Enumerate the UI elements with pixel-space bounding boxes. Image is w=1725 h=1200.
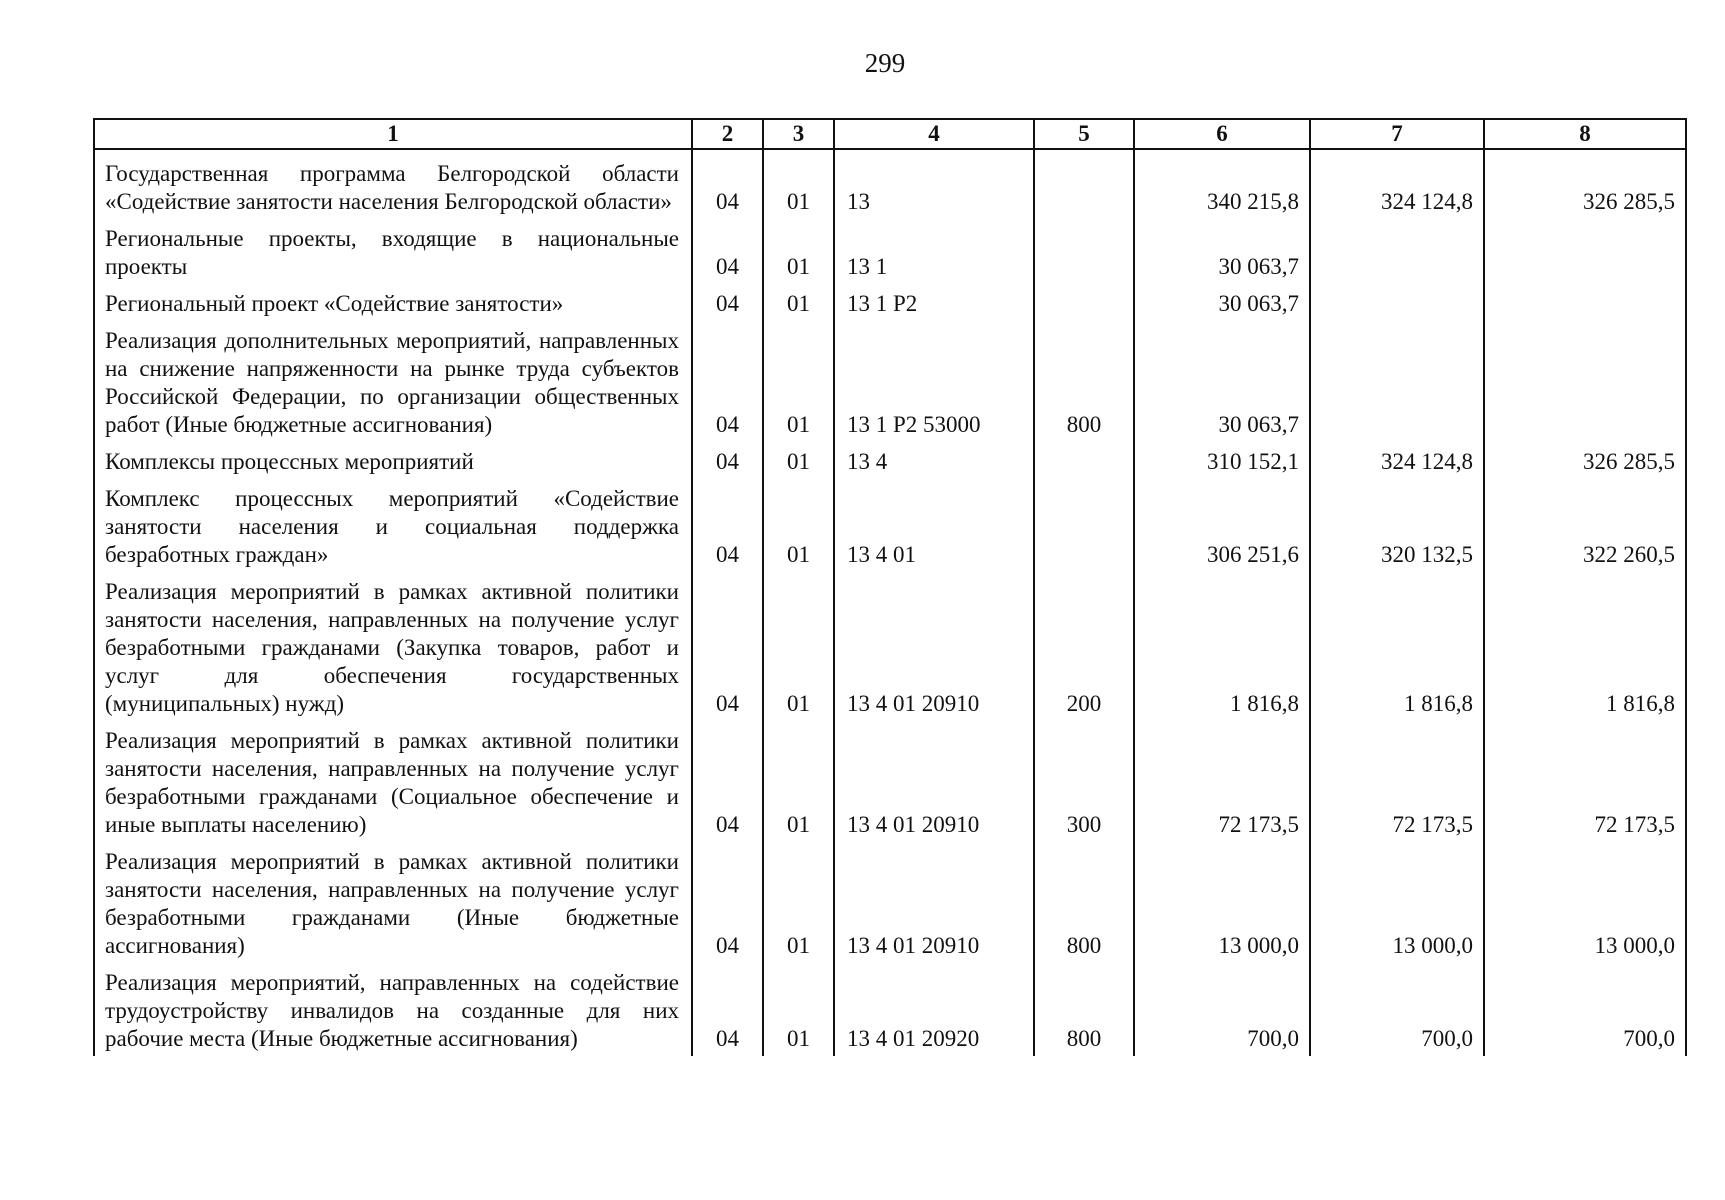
header-col-4: 4	[834, 119, 1034, 149]
budget-table	[93, 118, 1687, 1056]
table-row	[94, 321, 1686, 442]
row-amount-col8: 322 260,5	[1484, 479, 1686, 572]
row-target-code: 13 4 01	[834, 479, 1034, 572]
row-target-code: 13 4 01 20910	[834, 842, 1034, 963]
budget-table-container	[93, 118, 1685, 1056]
row-expense-type: 800	[1034, 963, 1134, 1056]
row-amount-col6: 306 251,6	[1134, 479, 1310, 572]
row-amount-col7	[1310, 284, 1484, 321]
table-row	[94, 442, 1686, 479]
table-row	[94, 842, 1686, 963]
row-section: 04	[692, 149, 763, 219]
row-subsection: 01	[763, 321, 834, 442]
table-header-row	[94, 119, 1686, 149]
row-amount-col7: 72 173,5	[1310, 721, 1484, 842]
row-target-code: 13 1 Р2	[834, 284, 1034, 321]
row-target-code: 13 1 Р2 53000	[834, 321, 1034, 442]
row-section: 04	[692, 572, 763, 721]
table-row	[94, 572, 1686, 721]
row-subsection: 01	[763, 842, 834, 963]
row-expense-type: 800	[1034, 842, 1134, 963]
table-row	[94, 284, 1686, 321]
row-name: Реализация дополнительных мероприятий, направленных на снижение напряженности на рынке труда субъектов Российской Федерации, по организации общественных работ (Иные бюджетные ассигнования)	[94, 321, 692, 442]
row-target-code: 13 4 01 20910	[834, 721, 1034, 842]
header-col-6: 6	[1134, 119, 1310, 149]
row-amount-col7: 700,0	[1310, 963, 1484, 1056]
row-subsection: 01	[763, 219, 834, 284]
row-expense-type: 300	[1034, 721, 1134, 842]
row-amount-col6: 30 063,7	[1134, 284, 1310, 321]
row-name: Реализация мероприятий в рамках активной политики занятости населения, направленных на получение услуг безработными гражданами (Социальное обеспечение и иные выплаты населению)	[94, 721, 692, 842]
row-expense-type	[1034, 479, 1134, 572]
row-section: 04	[692, 284, 763, 321]
row-subsection: 01	[763, 284, 834, 321]
header-col-3: 3	[763, 119, 834, 149]
row-amount-col6: 30 063,7	[1134, 219, 1310, 284]
header-col-5: 5	[1034, 119, 1134, 149]
header-col-8: 8	[1484, 119, 1686, 149]
row-amount-col6: 72 173,5	[1134, 721, 1310, 842]
row-subsection: 01	[763, 479, 834, 572]
header-col-2: 2	[692, 119, 763, 149]
row-section: 04	[692, 721, 763, 842]
row-subsection: 01	[763, 442, 834, 479]
row-expense-type	[1034, 442, 1134, 479]
row-expense-type: 200	[1034, 572, 1134, 721]
row-amount-col8: 13 000,0	[1484, 842, 1686, 963]
row-section: 04	[692, 442, 763, 479]
table-row	[94, 219, 1686, 284]
row-amount-col8	[1484, 284, 1686, 321]
row-amount-col6: 700,0	[1134, 963, 1310, 1056]
row-amount-col8	[1484, 219, 1686, 284]
row-name: Государственная программа Белгородской области «Содействие занятости населения Белгородской области»	[94, 149, 692, 219]
row-section: 04	[692, 479, 763, 572]
row-amount-col7: 324 124,8	[1310, 442, 1484, 479]
row-name: Комплекс процессных мероприятий «Содействие занятости населения и социальная поддержка безработных граждан»	[94, 479, 692, 572]
row-expense-type	[1034, 149, 1134, 219]
row-amount-col6: 310 152,1	[1134, 442, 1310, 479]
row-section: 04	[692, 842, 763, 963]
row-subsection: 01	[763, 572, 834, 721]
row-name: Региональные проекты, входящие в национальные проекты	[94, 219, 692, 284]
page-number: 299	[864, 48, 906, 78]
row-amount-col7: 1 816,8	[1310, 572, 1484, 721]
row-target-code: 13	[834, 149, 1034, 219]
table-row	[94, 479, 1686, 572]
row-name: Региональный проект «Содействие занятости»	[94, 284, 692, 321]
row-name: Комплексы процессных мероприятий	[94, 442, 692, 479]
row-amount-col6: 1 816,8	[1134, 572, 1310, 721]
row-name: Реализация мероприятий, направленных на содействие трудоустройству инвалидов на созданные для них рабочие места (Иные бюджетные ассигнования)	[94, 963, 692, 1056]
table-row	[94, 721, 1686, 842]
row-target-code: 13 1	[834, 219, 1034, 284]
table-row	[94, 149, 1686, 219]
header-col-7: 7	[1310, 119, 1484, 149]
row-subsection: 01	[763, 721, 834, 842]
row-name: Реализация мероприятий в рамках активной политики занятости населения, направленных на получение услуг безработными гражданами (Закупка товаров, работ и услуг для обеспечения государственных (муниципальных) нужд)	[94, 572, 692, 721]
row-amount-col8: 700,0	[1484, 963, 1686, 1056]
row-amount-col8: 326 285,5	[1484, 149, 1686, 219]
row-section: 04	[692, 219, 763, 284]
row-subsection: 01	[763, 963, 834, 1056]
table-row	[94, 963, 1686, 1056]
row-expense-type: 800	[1034, 321, 1134, 442]
row-expense-type	[1034, 219, 1134, 284]
row-amount-col8: 72 173,5	[1484, 721, 1686, 842]
row-amount-col8: 326 285,5	[1484, 442, 1686, 479]
row-amount-col6: 30 063,7	[1134, 321, 1310, 442]
row-section: 04	[692, 321, 763, 442]
row-amount-col7: 13 000,0	[1310, 842, 1484, 963]
row-amount-col7: 324 124,8	[1310, 149, 1484, 219]
row-amount-col6: 340 215,8	[1134, 149, 1310, 219]
row-target-code: 13 4	[834, 442, 1034, 479]
row-amount-col8: 1 816,8	[1484, 572, 1686, 721]
row-amount-col7: 320 132,5	[1310, 479, 1484, 572]
row-amount-col6: 13 000,0	[1134, 842, 1310, 963]
row-amount-col8	[1484, 321, 1686, 442]
row-section: 04	[692, 963, 763, 1056]
row-name: Реализация мероприятий в рамках активной политики занятости населения, направленных на получение услуг безработными гражданами (Иные бюджетные ассигнования)	[94, 842, 692, 963]
row-target-code: 13 4 01 20910	[834, 572, 1034, 721]
row-expense-type	[1034, 284, 1134, 321]
row-amount-col7	[1310, 219, 1484, 284]
row-subsection: 01	[763, 149, 834, 219]
row-target-code: 13 4 01 20920	[834, 963, 1034, 1056]
row-amount-col7	[1310, 321, 1484, 442]
header-col-1: 1	[94, 119, 692, 149]
